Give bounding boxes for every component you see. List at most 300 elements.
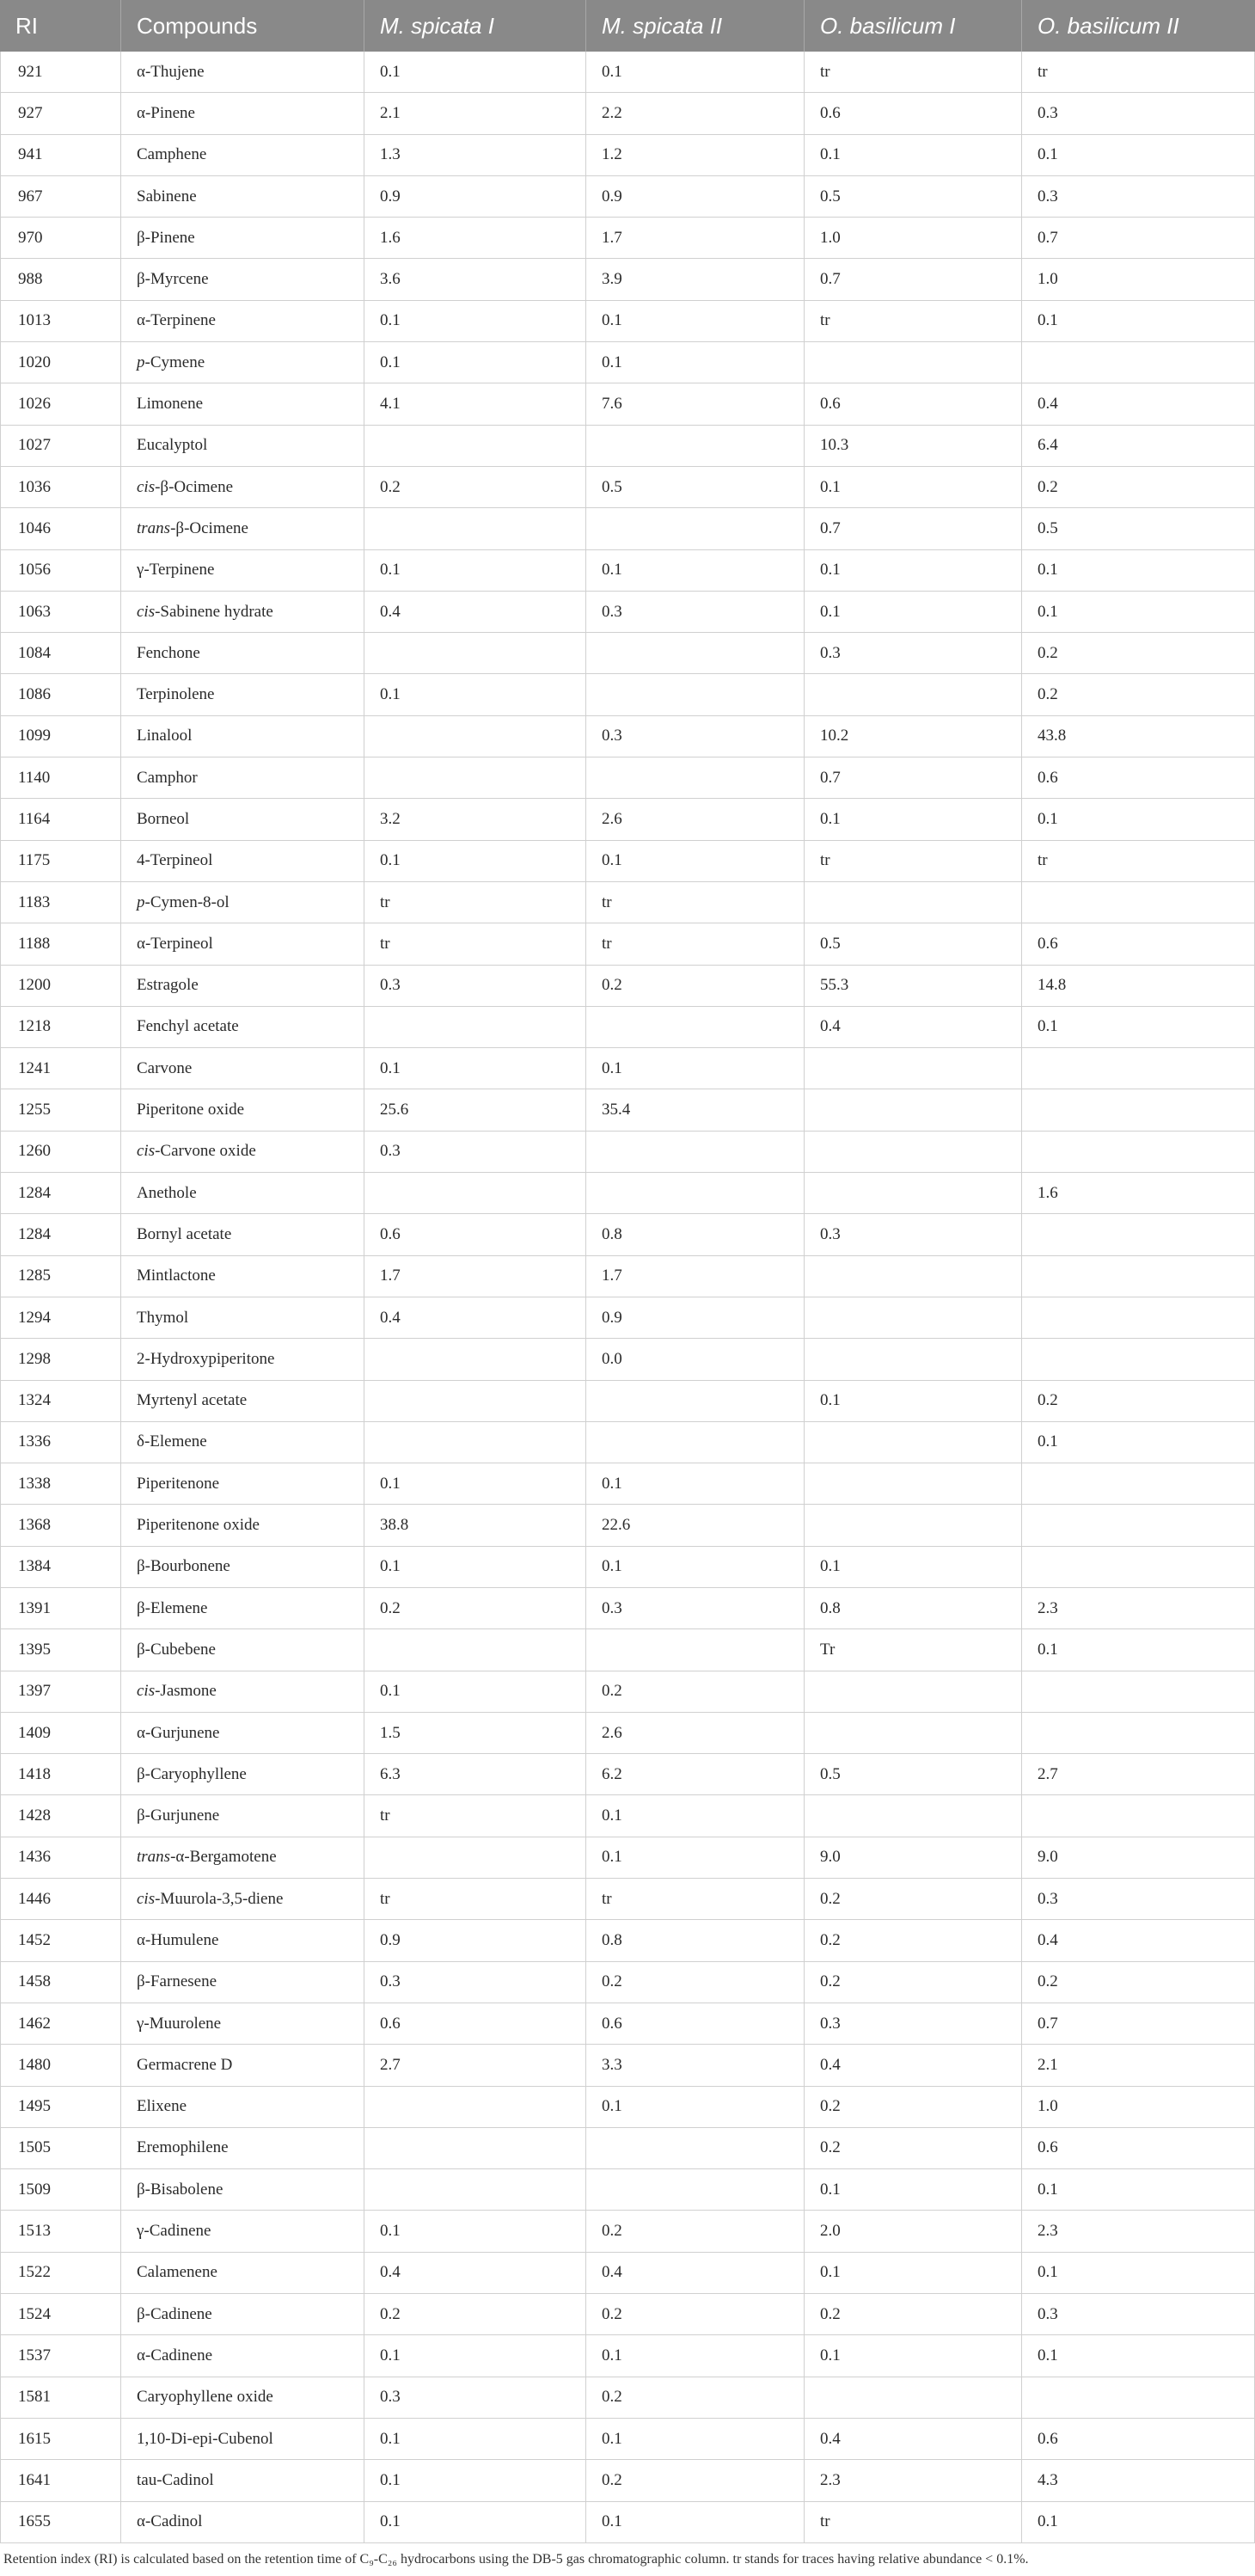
compound-cell: Eucalyptol	[121, 426, 364, 467]
m-spicata-i-cell: 0.1	[364, 2460, 586, 2501]
table-row	[0, 1795, 1255, 1837]
column-header-compounds: Compounds	[121, 0, 364, 52]
ri-cell: 1255	[0, 1089, 121, 1131]
ri-cell: 941	[0, 135, 121, 176]
table-row	[0, 1837, 1255, 1879]
o-basilicum-i-cell: 0.2	[805, 2128, 1022, 2169]
o-basilicum-ii-cell: 0.1	[1022, 1629, 1255, 1671]
m-spicata-ii-cell: 0.0	[586, 1339, 805, 1380]
m-spicata-i-cell: 4.1	[364, 383, 586, 425]
m-spicata-i-cell: 0.1	[364, 674, 586, 715]
m-spicata-i-cell: 0.3	[364, 966, 586, 1007]
ri-cell: 1655	[0, 2502, 121, 2543]
compound-cell: trans -α-Bergamotene	[121, 1837, 364, 1879]
m-spicata-ii-cell: 0.1	[586, 342, 805, 383]
table-row	[0, 882, 1255, 923]
m-spicata-ii-cell: 0.1	[586, 550, 805, 592]
m-spicata-i-cell	[364, 757, 586, 799]
ri-cell: 1027	[0, 426, 121, 467]
compound-cell: Camphor	[121, 757, 364, 799]
o-basilicum-ii-cell: 0.4	[1022, 1920, 1255, 1961]
o-basilicum-ii-cell: 0.2	[1022, 674, 1255, 715]
table-row	[0, 176, 1255, 218]
compound-cell: Thymol	[121, 1297, 364, 1339]
o-basilicum-i-cell: tr	[805, 2502, 1022, 2543]
m-spicata-i-cell	[364, 1629, 586, 1671]
o-basilicum-i-cell: 0.2	[805, 1879, 1022, 1920]
compound-cell: cis -Sabinene hydrate	[121, 592, 364, 633]
m-spicata-i-cell	[364, 1837, 586, 1879]
m-spicata-i-cell: 0.4	[364, 592, 586, 633]
ri-cell: 1509	[0, 2169, 121, 2211]
table-row	[0, 2003, 1255, 2045]
table-row	[0, 2335, 1255, 2377]
m-spicata-ii-cell	[586, 2169, 805, 2211]
compound-cell: β-Caryophyllene	[121, 1754, 364, 1795]
table-row	[0, 1920, 1255, 1961]
o-basilicum-ii-cell: 0.1	[1022, 135, 1255, 176]
compound-cell: Eremophilene	[121, 2128, 364, 2169]
o-basilicum-ii-cell	[1022, 1297, 1255, 1339]
table-row	[0, 1879, 1255, 1920]
table-row	[0, 2253, 1255, 2294]
compound-cell: cis -Jasmone	[121, 1671, 364, 1713]
o-basilicum-ii-cell	[1022, 1505, 1255, 1546]
m-spicata-i-cell: 0.4	[364, 2253, 586, 2294]
m-spicata-ii-cell: 2.6	[586, 799, 805, 840]
compound-cell: Limonene	[121, 383, 364, 425]
compound-cell: 1,10-Di-epi-Cubenol	[121, 2419, 364, 2460]
ri-cell: 988	[0, 259, 121, 300]
compound-cell: α-Cadinene	[121, 2335, 364, 2377]
o-basilicum-ii-cell	[1022, 1463, 1255, 1505]
m-spicata-ii-cell	[586, 1629, 805, 1671]
table-row	[0, 633, 1255, 674]
m-spicata-i-cell: 1.7	[364, 1256, 586, 1297]
compound-cell: Bornyl acetate	[121, 1214, 364, 1255]
table-row	[0, 1381, 1255, 1422]
o-basilicum-i-cell	[805, 1297, 1022, 1339]
ri-cell: 1446	[0, 1879, 121, 1920]
table-row	[0, 2460, 1255, 2501]
ri-cell: 1013	[0, 301, 121, 342]
m-spicata-i-cell: 0.9	[364, 176, 586, 218]
o-basilicum-i-cell: 0.1	[805, 1381, 1022, 1422]
o-basilicum-ii-cell: 9.0	[1022, 1837, 1255, 1879]
table-row	[0, 1629, 1255, 1671]
m-spicata-ii-cell: tr	[586, 923, 805, 965]
ri-cell: 1020	[0, 342, 121, 383]
compound-cell: β-Myrcene	[121, 259, 364, 300]
ri-cell: 1436	[0, 1837, 121, 1879]
m-spicata-i-cell: 0.1	[364, 1048, 586, 1089]
o-basilicum-i-cell: 0.6	[805, 383, 1022, 425]
m-spicata-i-cell: 0.2	[364, 467, 586, 508]
m-spicata-ii-cell: 0.1	[586, 2419, 805, 2460]
o-basilicum-i-cell	[805, 674, 1022, 715]
m-spicata-ii-cell	[586, 757, 805, 799]
o-basilicum-i-cell: 0.5	[805, 923, 1022, 965]
m-spicata-i-cell	[364, 1381, 586, 1422]
compound-cell: Estragole	[121, 966, 364, 1007]
italic-prefix: trans	[137, 518, 171, 537]
ri-cell: 1428	[0, 1795, 121, 1837]
m-spicata-ii-cell: 0.1	[586, 1837, 805, 1879]
o-basilicum-ii-cell: 2.1	[1022, 2045, 1255, 2086]
o-basilicum-i-cell: 0.1	[805, 550, 1022, 592]
m-spicata-i-cell: 0.1	[364, 1463, 586, 1505]
m-spicata-ii-cell: 3.9	[586, 259, 805, 300]
m-spicata-i-cell	[364, 2169, 586, 2211]
ri-cell: 1084	[0, 633, 121, 674]
compound-cell: Fenchyl acetate	[121, 1007, 364, 1048]
compound-cell: Camphene	[121, 135, 364, 176]
o-basilicum-i-cell: 55.3	[805, 966, 1022, 1007]
o-basilicum-ii-cell	[1022, 1795, 1255, 1837]
ri-cell: 1086	[0, 674, 121, 715]
m-spicata-i-cell: 0.9	[364, 1920, 586, 1961]
o-basilicum-i-cell	[805, 882, 1022, 923]
o-basilicum-ii-cell: 2.7	[1022, 1754, 1255, 1795]
m-spicata-i-cell: 3.2	[364, 799, 586, 840]
o-basilicum-ii-cell: 0.6	[1022, 923, 1255, 965]
ri-cell: 1395	[0, 1629, 121, 1671]
m-spicata-i-cell: 0.2	[364, 1588, 586, 1629]
m-spicata-ii-cell: 0.2	[586, 1962, 805, 2003]
o-basilicum-i-cell: 0.4	[805, 2045, 1022, 2086]
ri-cell: 1397	[0, 1671, 121, 1713]
o-basilicum-i-cell	[805, 342, 1022, 383]
table-row	[0, 2211, 1255, 2252]
ri-cell: 1324	[0, 1381, 121, 1422]
o-basilicum-i-cell	[805, 1339, 1022, 1380]
table-row	[0, 1422, 1255, 1463]
compound-cell: α-Terpineol	[121, 923, 364, 965]
table-row	[0, 1547, 1255, 1588]
compound-cell: β-Cubebene	[121, 1629, 364, 1671]
o-basilicum-ii-cell	[1022, 342, 1255, 383]
o-basilicum-ii-cell: 0.1	[1022, 592, 1255, 633]
ri-cell: 1056	[0, 550, 121, 592]
ri-cell: 1338	[0, 1463, 121, 1505]
table-row	[0, 383, 1255, 425]
m-spicata-i-cell: 0.1	[364, 2502, 586, 2543]
compound-cell: Carvone	[121, 1048, 364, 1089]
o-basilicum-ii-cell: 2.3	[1022, 2211, 1255, 2252]
m-spicata-ii-cell: 0.1	[586, 2087, 805, 2128]
ri-cell: 1164	[0, 799, 121, 840]
compound-cell: β-Bourbonene	[121, 1547, 364, 1588]
compound-cell: p -Cymen-8-ol	[121, 882, 364, 923]
o-basilicum-i-cell: 0.4	[805, 2419, 1022, 2460]
table-row	[0, 259, 1255, 300]
o-basilicum-ii-cell: 0.3	[1022, 176, 1255, 218]
table-row	[0, 1256, 1255, 1297]
m-spicata-i-cell	[364, 1422, 586, 1463]
o-basilicum-ii-cell: 0.6	[1022, 2128, 1255, 2169]
table-row	[0, 799, 1255, 840]
table-row	[0, 1463, 1255, 1505]
compound-cell: α-Pinene	[121, 93, 364, 134]
m-spicata-i-cell: 0.3	[364, 1132, 586, 1173]
m-spicata-i-cell: 0.1	[364, 841, 586, 882]
compound-cell: Piperitenone oxide	[121, 1505, 364, 1546]
o-basilicum-i-cell: 9.0	[805, 1837, 1022, 1879]
italic-prefix: trans	[137, 1848, 171, 1867]
o-basilicum-ii-cell	[1022, 1339, 1255, 1380]
compound-cell: β-Cadinene	[121, 2294, 364, 2335]
compound-cell: Piperitenone	[121, 1463, 364, 1505]
compound-cell: δ-Elemene	[121, 1422, 364, 1463]
m-spicata-i-cell: tr	[364, 1795, 586, 1837]
m-spicata-ii-cell	[586, 1422, 805, 1463]
m-spicata-i-cell	[364, 508, 586, 549]
m-spicata-i-cell: 2.7	[364, 2045, 586, 2086]
m-spicata-i-cell: 1.5	[364, 1713, 586, 1754]
table-row	[0, 966, 1255, 1007]
ri-cell: 1522	[0, 2253, 121, 2294]
table-row	[0, 2128, 1255, 2169]
ri-cell: 1298	[0, 1339, 121, 1380]
ri-cell: 1188	[0, 923, 121, 965]
m-spicata-ii-cell: 1.7	[586, 218, 805, 259]
o-basilicum-ii-cell: 6.4	[1022, 426, 1255, 467]
table-row	[0, 1089, 1255, 1131]
compound-cell: α-Gurjunene	[121, 1713, 364, 1754]
table-row	[0, 93, 1255, 134]
o-basilicum-i-cell	[805, 1713, 1022, 1754]
m-spicata-i-cell: 2.1	[364, 93, 586, 134]
table-row	[0, 550, 1255, 592]
m-spicata-ii-cell: 0.3	[586, 1588, 805, 1629]
table-row	[0, 1132, 1255, 1173]
o-basilicum-ii-cell: 0.1	[1022, 550, 1255, 592]
table-row	[0, 923, 1255, 965]
o-basilicum-i-cell: tr	[805, 301, 1022, 342]
o-basilicum-ii-cell	[1022, 1547, 1255, 1588]
italic-prefix: p	[137, 892, 145, 911]
table-row	[0, 2502, 1255, 2543]
o-basilicum-i-cell: 2.3	[805, 2460, 1022, 2501]
ri-cell: 1391	[0, 1588, 121, 1629]
m-spicata-ii-cell: 0.2	[586, 2294, 805, 2335]
m-spicata-i-cell: 0.1	[364, 342, 586, 383]
ri-cell: 967	[0, 176, 121, 218]
column-header-m-spicata-i: M. spicata I	[364, 0, 586, 52]
compound-cell: trans -β-Ocimene	[121, 508, 364, 549]
ri-cell: 1418	[0, 1754, 121, 1795]
compound-cell: β-Gurjunene	[121, 1795, 364, 1837]
m-spicata-ii-cell: tr	[586, 1879, 805, 1920]
compound-cell: 4-Terpineol	[121, 841, 364, 882]
m-spicata-i-cell	[364, 2128, 586, 2169]
m-spicata-ii-cell: 0.1	[586, 1463, 805, 1505]
italic-prefix: cis	[137, 1682, 156, 1701]
compound-cell: Linalool	[121, 716, 364, 757]
m-spicata-ii-cell: 22.6	[586, 1505, 805, 1546]
m-spicata-ii-cell	[586, 1381, 805, 1422]
ri-cell: 1063	[0, 592, 121, 633]
compound-cell: Terpinolene	[121, 674, 364, 715]
m-spicata-ii-cell: 0.2	[586, 2377, 805, 2419]
o-basilicum-ii-cell: 0.2	[1022, 467, 1255, 508]
o-basilicum-ii-cell	[1022, 1048, 1255, 1089]
o-basilicum-ii-cell: 0.7	[1022, 218, 1255, 259]
m-spicata-ii-cell: 0.8	[586, 1920, 805, 1961]
o-basilicum-ii-cell: 0.4	[1022, 383, 1255, 425]
o-basilicum-i-cell: 0.1	[805, 2169, 1022, 2211]
o-basilicum-ii-cell: 0.1	[1022, 1422, 1255, 1463]
o-basilicum-ii-cell: 0.5	[1022, 508, 1255, 549]
table-row	[0, 467, 1255, 508]
ri-cell: 1183	[0, 882, 121, 923]
compound-cell: β-Bisabolene	[121, 2169, 364, 2211]
m-spicata-i-cell: 0.2	[364, 2294, 586, 2335]
ri-cell: 1615	[0, 2419, 121, 2460]
o-basilicum-i-cell: 0.2	[805, 1920, 1022, 1961]
o-basilicum-ii-cell: 0.2	[1022, 1381, 1255, 1422]
ri-cell: 1384	[0, 1547, 121, 1588]
o-basilicum-ii-cell	[1022, 1671, 1255, 1713]
m-spicata-i-cell: 0.1	[364, 52, 586, 93]
m-spicata-i-cell: 1.3	[364, 135, 586, 176]
compound-cell: β-Farnesene	[121, 1962, 364, 2003]
m-spicata-ii-cell: 2.6	[586, 1713, 805, 1754]
ri-cell: 1336	[0, 1422, 121, 1463]
o-basilicum-ii-cell: 2.3	[1022, 1588, 1255, 1629]
table-row	[0, 2169, 1255, 2211]
column-header-ri: RI	[0, 0, 121, 52]
m-spicata-ii-cell: 6.2	[586, 1754, 805, 1795]
o-basilicum-i-cell: 0.4	[805, 1007, 1022, 1048]
table-row	[0, 2045, 1255, 2086]
o-basilicum-i-cell	[805, 1132, 1022, 1173]
m-spicata-ii-cell: 0.2	[586, 2211, 805, 2252]
m-spicata-ii-cell: tr	[586, 882, 805, 923]
m-spicata-ii-cell: 0.1	[586, 301, 805, 342]
compound-cell: Calamenene	[121, 2253, 364, 2294]
table-row	[0, 592, 1255, 633]
table-row	[0, 1214, 1255, 1255]
table-row	[0, 1173, 1255, 1214]
ri-cell: 1480	[0, 2045, 121, 2086]
table-row	[0, 1339, 1255, 1380]
m-spicata-i-cell: 0.1	[364, 301, 586, 342]
ri-cell: 1581	[0, 2377, 121, 2419]
o-basilicum-ii-cell: 0.1	[1022, 2253, 1255, 2294]
o-basilicum-i-cell: 0.5	[805, 176, 1022, 218]
o-basilicum-ii-cell: 1.0	[1022, 2087, 1255, 2128]
o-basilicum-ii-cell: 0.1	[1022, 1007, 1255, 1048]
table-row	[0, 1713, 1255, 1754]
m-spicata-i-cell: 0.1	[364, 550, 586, 592]
o-basilicum-ii-cell: 0.6	[1022, 757, 1255, 799]
o-basilicum-ii-cell	[1022, 1713, 1255, 1754]
o-basilicum-ii-cell: tr	[1022, 52, 1255, 93]
compound-cell: Mintlactone	[121, 1256, 364, 1297]
ri-cell: 1140	[0, 757, 121, 799]
o-basilicum-i-cell: tr	[805, 52, 1022, 93]
m-spicata-ii-cell: 35.4	[586, 1089, 805, 1131]
o-basilicum-i-cell	[805, 1463, 1022, 1505]
compound-cell: β-Pinene	[121, 218, 364, 259]
o-basilicum-ii-cell	[1022, 1256, 1255, 1297]
table-row	[0, 716, 1255, 757]
o-basilicum-i-cell: 0.6	[805, 93, 1022, 134]
table-row	[0, 1007, 1255, 1048]
m-spicata-ii-cell: 0.9	[586, 1297, 805, 1339]
m-spicata-i-cell: 0.6	[364, 1214, 586, 1255]
o-basilicum-i-cell: 0.1	[805, 592, 1022, 633]
o-basilicum-ii-cell	[1022, 1089, 1255, 1131]
table-row	[0, 52, 1255, 93]
m-spicata-ii-cell	[586, 1007, 805, 1048]
o-basilicum-i-cell: 0.1	[805, 135, 1022, 176]
ri-cell: 1026	[0, 383, 121, 425]
o-basilicum-i-cell: tr	[805, 841, 1022, 882]
m-spicata-i-cell: tr	[364, 1879, 586, 1920]
table-row	[0, 426, 1255, 467]
compound-cell: cis -β-Ocimene	[121, 467, 364, 508]
m-spicata-ii-cell	[586, 2128, 805, 2169]
ri-cell: 1284	[0, 1214, 121, 1255]
ri-cell: 1505	[0, 2128, 121, 2169]
table-body	[0, 52, 1255, 2543]
ri-cell: 1513	[0, 2211, 121, 2252]
italic-prefix: cis	[137, 602, 156, 621]
ri-cell: 1175	[0, 841, 121, 882]
italic-prefix: cis	[137, 1889, 156, 1908]
m-spicata-i-cell: 1.6	[364, 218, 586, 259]
ri-cell: 1200	[0, 966, 121, 1007]
m-spicata-ii-cell	[586, 1173, 805, 1214]
o-basilicum-i-cell	[805, 2377, 1022, 2419]
compound-cell: Fenchone	[121, 633, 364, 674]
o-basilicum-i-cell: 0.7	[805, 757, 1022, 799]
o-basilicum-i-cell	[805, 1048, 1022, 1089]
compound-cell: γ-Muurolene	[121, 2003, 364, 2045]
m-spicata-ii-cell: 0.1	[586, 1795, 805, 1837]
ri-cell: 1046	[0, 508, 121, 549]
ri-cell: 970	[0, 218, 121, 259]
o-basilicum-ii-cell: 14.8	[1022, 966, 1255, 1007]
table-row	[0, 674, 1255, 715]
o-basilicum-i-cell	[805, 1256, 1022, 1297]
m-spicata-i-cell	[364, 1173, 586, 1214]
column-header-m-spicata-ii: M. spicata II	[586, 0, 805, 52]
compound-cell: α-Humulene	[121, 1920, 364, 1961]
o-basilicum-i-cell: 0.3	[805, 2003, 1022, 2045]
italic-prefix: cis	[137, 477, 156, 496]
o-basilicum-i-cell: 10.2	[805, 716, 1022, 757]
m-spicata-i-cell	[364, 716, 586, 757]
o-basilicum-i-cell: 0.5	[805, 1754, 1022, 1795]
o-basilicum-i-cell: 0.1	[805, 2253, 1022, 2294]
o-basilicum-i-cell: 0.1	[805, 799, 1022, 840]
o-basilicum-ii-cell: 1.6	[1022, 1173, 1255, 1214]
m-spicata-ii-cell: 0.4	[586, 2253, 805, 2294]
ri-cell: 1284	[0, 1173, 121, 1214]
o-basilicum-i-cell: 0.2	[805, 2087, 1022, 2128]
ri-cell: 1241	[0, 1048, 121, 1089]
compound-cell: Caryophyllene oxide	[121, 2377, 364, 2419]
m-spicata-i-cell: 0.3	[364, 2377, 586, 2419]
o-basilicum-i-cell	[805, 1505, 1022, 1546]
ri-cell: 1099	[0, 716, 121, 757]
o-basilicum-i-cell	[805, 1422, 1022, 1463]
ri-cell: 1524	[0, 2294, 121, 2335]
o-basilicum-ii-cell: 0.1	[1022, 2335, 1255, 2377]
